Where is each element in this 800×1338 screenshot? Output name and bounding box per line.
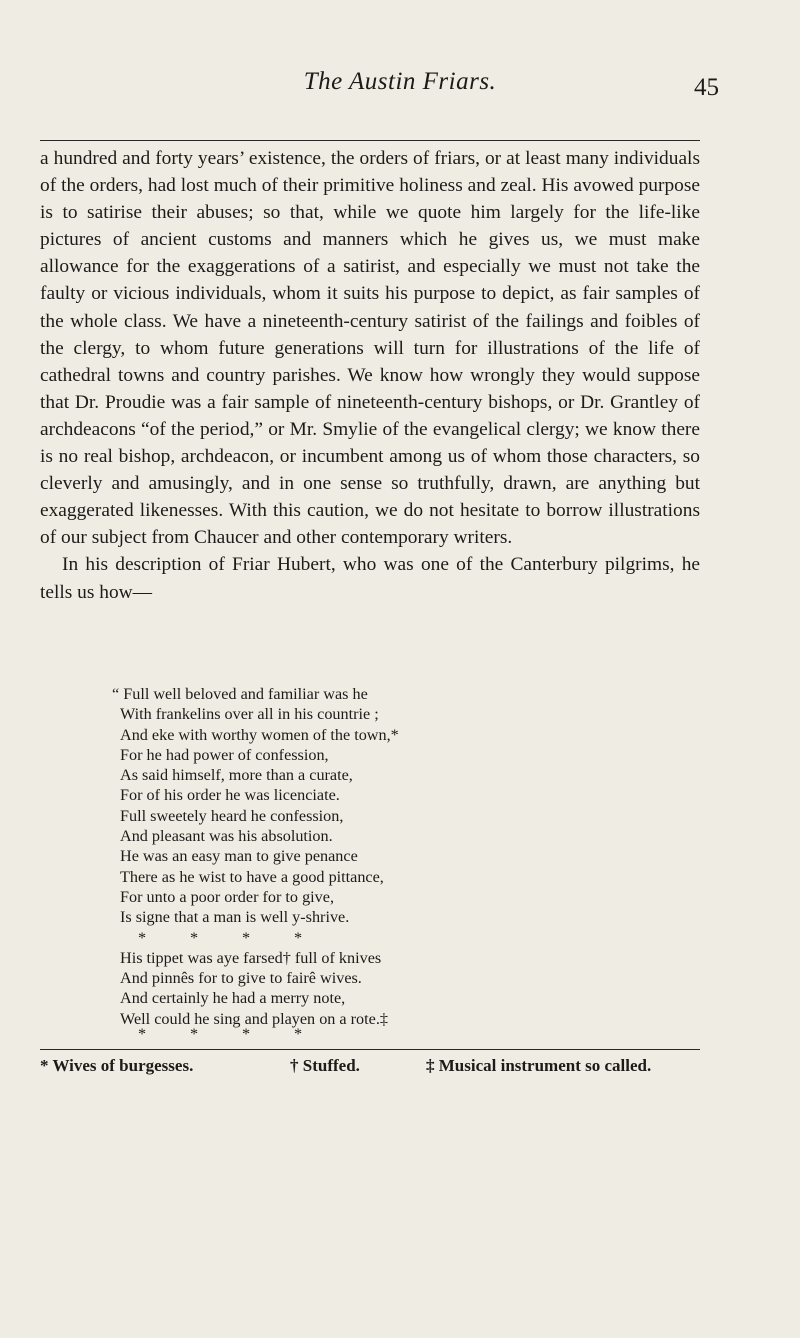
asterisk: *: [189, 928, 199, 947]
asterism: [112, 1025, 672, 1044]
paragraph-1: a hundred and forty years’ existence, the orders of friars, or at least many individuals of the orders, had lost much of their primitive holiness and zeal. His avowed purpose is to satirise their abuses; so that, while we quote him largely for the life-like pictures of ancient customs and manners which he gives us, we must make allowance for the exaggerations of a satirist, and especially we must not take the faulty or vicious individuals, whom it suits his purpose to depict, as fair samples of the whole class. We have a nineteenth-century satirist of the failings and foibles of the clergy, to whom future generations will turn for illustrations of the life of cathedral towns and country parishes. We know how wrongly they would suppose that Dr. Proudie was a fair sample of nineteenth-century bishops, or Dr. Grantley of archdeacons “of the period,” or Mr. Smylie of the evangelical clergy; we know there is no real bishop, archdeacon, or incumbent among us of whom those characters, so cleverly and amusingly, and in one sense so truthfully, drawn, are anything but exaggerated likenesses. With this caution, we do not hesitate to borrow illustrations of our subject from Chaucer and other contemporary writers.: [40, 148, 700, 549]
verse-line: With frankelins over all in his countrie ;: [120, 705, 379, 724]
verse-line: And pleasant was his absolution.: [120, 827, 333, 846]
verse-line: And certainly he had a merry note,: [120, 989, 346, 1008]
running-title: The Austin Friars.: [303, 68, 497, 95]
verse-line: He was an easy man to give penance: [120, 847, 358, 866]
paragraph-2: In his description of Friar Hubert, who was one of the Canterbury pilgrims, he tells us how—: [40, 554, 700, 603]
footnote-rule: [40, 1049, 700, 1050]
verse-line: Full sweetely heard he confession,: [120, 806, 344, 825]
asterisk: *: [189, 1025, 199, 1044]
asterisk: *: [137, 1025, 147, 1044]
header-rule: [40, 140, 700, 141]
page-number: 45: [694, 74, 719, 101]
footnote: * Wives of burgesses.: [40, 1056, 194, 1075]
asterisk: *: [293, 928, 303, 947]
verse-line: Is signe that a man is well y-shrive.: [120, 908, 350, 927]
verse-line: And pinnês for to give to fairê wives.: [120, 969, 362, 988]
verse-line: His tippet was aye farsed† full of knives: [120, 948, 382, 967]
footnote: ‡ Musical instrument so called.: [426, 1056, 652, 1075]
asterisk: *: [137, 928, 147, 947]
verse-line: “ Full well beloved and familiar was he: [112, 685, 368, 703]
verse-quotation: [112, 684, 672, 1044]
running-head: [0, 68, 800, 108]
verse-line: As said himself, more than a curate,: [120, 766, 353, 785]
verse-line: For he had power of confession,: [120, 745, 329, 764]
body-text: [40, 145, 700, 606]
verse-line: For of his order he was licenciate.: [120, 786, 340, 805]
verse-line: For unto a poor order for to give,: [120, 887, 334, 906]
asterisk: *: [241, 1025, 251, 1044]
asterisk: *: [241, 928, 251, 947]
footnotes: [40, 1056, 720, 1082]
footnote: † Stuffed.: [290, 1056, 360, 1075]
verse-line: There as he wist to have a good pittance,: [120, 867, 384, 886]
verse-line: Well could he sing and playen on a rote.‡: [120, 1009, 388, 1028]
asterism: [112, 928, 672, 948]
asterisk: *: [293, 1025, 303, 1044]
verse-line: And eke with worthy women of the town,*: [120, 725, 399, 744]
